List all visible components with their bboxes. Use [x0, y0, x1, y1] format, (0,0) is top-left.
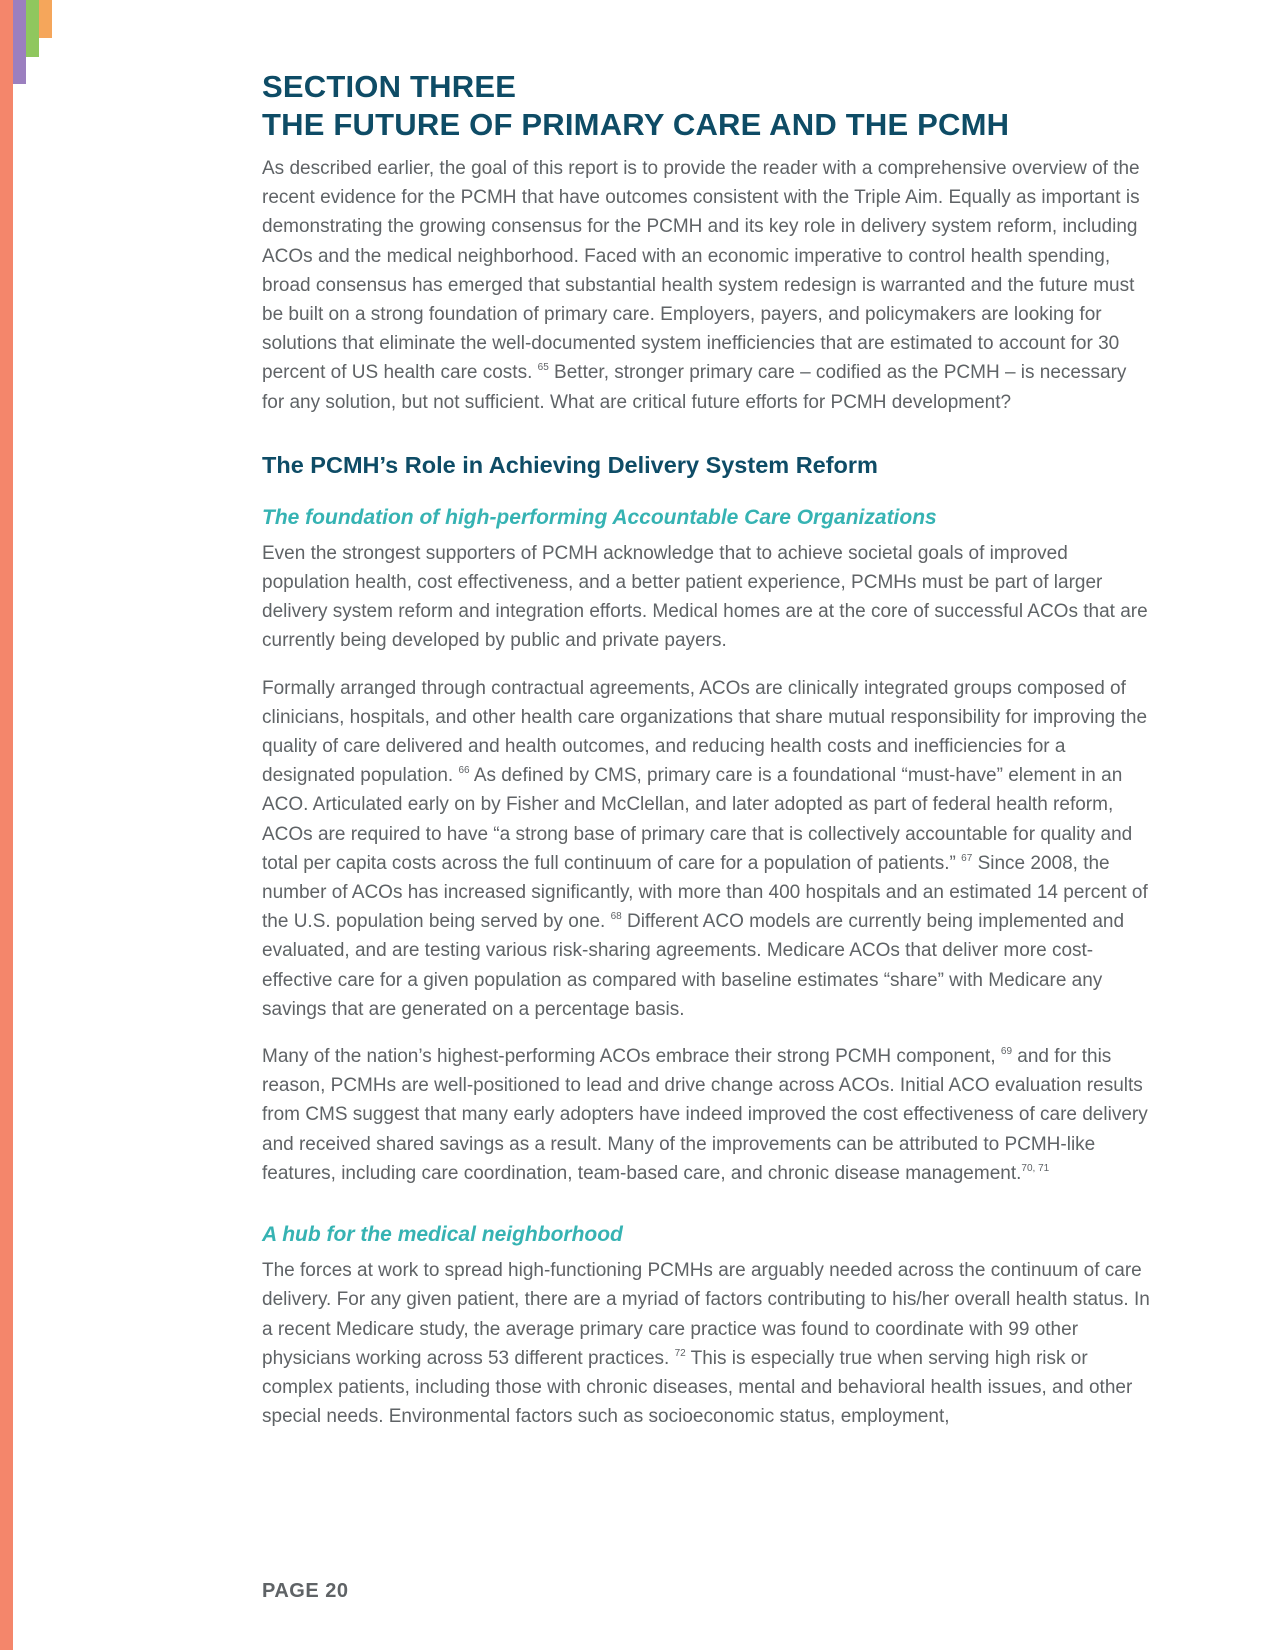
aco-p2-text-b: As defined by CMS, primary care is a foundational “must-have” element in an ACO. Articulated early on by Fisher and McClellan, and later adopted as part of federal health reform, ACOs are required to have “a strong base of primary care that is collectively accountable for quality and total per capita costs across the full continuum of care for a population of patients.”	[262, 765, 1133, 874]
aco-paragraph-3	[262, 1042, 1152, 1188]
decorative-bar-orange	[39, 0, 52, 38]
footnote-ref: 68	[610, 911, 622, 923]
subsection-title-aco: The foundation of high-performing Accountable Care Organizations	[262, 505, 937, 529]
footnote-ref: 69	[1000, 1046, 1013, 1058]
neighborhood-paragraph-1	[262, 1256, 1152, 1431]
footnote-ref: 65	[537, 362, 549, 374]
section-title	[262, 68, 1152, 144]
decorative-bar-green	[26, 0, 39, 57]
intro-text-cont: Better, stronger primary care – codified as the PCMH – is necessary for any solution, but not sufficient. What are critical future efforts for PCMH development?	[262, 362, 1127, 413]
aco-p3-text-b: and for this reason, PCMHs are well-positioned to lead and drive change across ACOs. Initial ACO evaluation results from CMS suggest that many early adopters have indeed improved the cost effectiveness of care delivery and received shared savings as a result. Many of the improvements can be attributed to PCMH-like features, including care coordination, team-based care, and chronic disease management.	[262, 1046, 1148, 1184]
aco-paragraph-1: Even the strongest supporters of PCMH acknowledge that to achieve societal goals of improved population health, cost effectiveness, and a better patient experience, PCMHs must be part of larger delivery system reform and integration efforts. Medical homes are at the core of successful ACOs that are currently being developed by public and private payers.	[262, 542, 1148, 652]
aco-p2-text-a: Formally arranged through contractual agreements, ACOs are clinically integrated groups composed of clinicians, hospitals, and other health care organizations that share mutual responsibility for improving the quality of care delivered and health outcomes, and reducing health costs and inefficiencies for a designated population.	[262, 677, 1148, 787]
aco-paragraph-2	[262, 674, 1152, 1024]
intro-text: As described earlier, the goal of this report is to provide the reader with a comprehensive overview of the recent evidence for the PCMH that have outcomes consistent with the Triple Aim. Equally as important is demonstrating the growing consensus for the PCMH and its key role in delivery system reform, including ACOs and the medical neighborhood. Faced with an economic imperative to control health spending, broad consensus has emerged that substantial health system redesign is warranted and the future must be built on a strong foundation of primary care. Employers, payers, and policymakers are looking for solutions that eliminate the well-documented system inefficiencies that are estimated to account for 30 percent of US health care costs.	[262, 158, 1140, 384]
aco-p3-text-a: Many of the nation’s highest-performing ACOs embrace their strong PCMH component,	[262, 1046, 1001, 1068]
footnote-ref: 70, 71	[1021, 1162, 1050, 1174]
decorative-bar-purple	[13, 0, 26, 84]
page-content	[262, 68, 1152, 1431]
section-title-line1: SECTION THREE	[262, 69, 517, 104]
neighborhood-text-a: The forces at work to spread high-functioning PCMHs are arguably needed across the continuum of care delivery. For any given patient, there are a myriad of factors contributing to his/her overall health status. In a recent Medicare study, the average primary care practice was found to coordinate with 99 other physicians working across 53 different practices.	[262, 1260, 1150, 1369]
footnote-ref: 66	[458, 765, 470, 777]
aco-p2-text-d: Different ACO models are currently being implemented and evaluated, and are testing various risk-sharing agreements. Medicare ACOs that deliver more cost-effective care for a given population as compared with baseline estimates “share” with Medicare any savings that are generated on a percentage basis.	[262, 911, 1125, 1020]
decorative-bar-coral	[0, 0, 13, 1650]
aco-p2-text-c: Since 2008, the number of ACOs has increased significantly, with more than 400 hospitals and an estimated 14 percent of the U.S. population being served by one.	[262, 852, 1148, 933]
main-heading: The PCMH’s Role in Achieving Delivery System Reform	[262, 451, 878, 478]
section-title-line2: THE FUTURE OF PRIMARY CARE AND THE PCMH	[262, 107, 1010, 142]
page-number: PAGE 20	[262, 1580, 349, 1602]
neighborhood-text-b: This is especially true when serving high risk or complex patients, including those with chronic diseases, mental and behavioral health issues, and other special needs. Environmental factors such as socioeconomic status, employment,	[262, 1347, 1133, 1428]
footnote-ref: 72	[674, 1347, 686, 1359]
footnote-ref: 67	[961, 852, 973, 864]
subsection-title-neighborhood: A hub for the medical neighborhood	[262, 1223, 623, 1247]
intro-paragraph	[262, 154, 1152, 417]
